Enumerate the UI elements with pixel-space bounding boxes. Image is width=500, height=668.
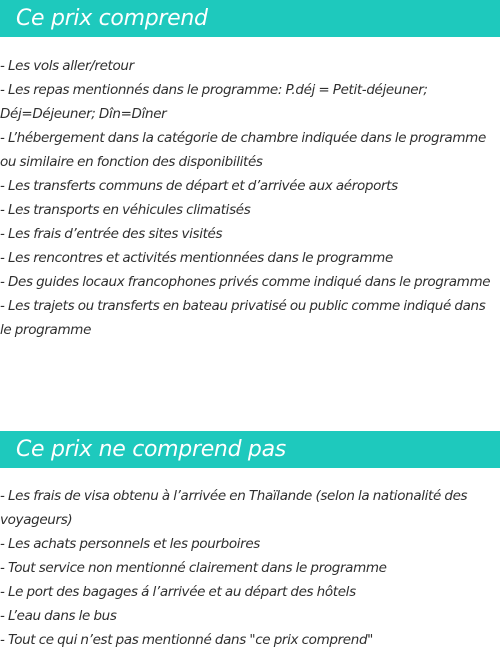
excludes-title: Ce prix ne comprend pas <box>16 437 286 462</box>
includes-item: - Les repas mentionnés dans le programme: P.déj = Petit-déjeuner; Déj=Déjeuner; Dîn=Dîner <box>0 82 428 122</box>
includes-item: - Les transports en véhicules climatisés <box>0 202 251 218</box>
includes-item: - L’hébergement dans la catégorie de chambre indiquée dans le programme ou similaire en fonction des disponibilités <box>0 130 486 170</box>
includes-title: Ce prix comprend <box>16 6 208 31</box>
excludes-item: - Les achats personnels et les pourboires <box>0 536 260 552</box>
excludes-item: - L’eau dans le bus <box>0 608 117 624</box>
excludes-item: - Tout service non mentionné clairement dans le programme <box>0 560 387 576</box>
excludes-item: - Les frais de visa obtenu à l’arrivée en Thaïlande (selon la nationalité des voyageurs) <box>0 488 468 528</box>
includes-item: - Les transferts communs de départ et d’arrivée aux aéroports <box>0 178 398 194</box>
includes-item: - Des guides locaux francophones privés comme indiqué dans le programme <box>0 274 491 290</box>
excludes-list <box>0 484 500 652</box>
includes-item: - Les frais d’entrée des sites visités <box>0 226 223 242</box>
includes-item: - Les trajets ou transferts en bateau privatisé ou public comme indiqué dans le programme <box>0 298 486 338</box>
includes-list <box>0 54 500 342</box>
excludes-header <box>0 431 500 468</box>
excludes-item: - Tout ce qui n’est pas mentionné dans "ce prix comprend" <box>0 632 374 648</box>
includes-header <box>0 0 500 37</box>
includes-item: - Les rencontres et activités mentionnées dans le programme <box>0 250 393 266</box>
includes-item: - Les vols aller/retour <box>0 58 134 74</box>
excludes-item: - Le port des bagages á l’arrivée et au départ des hôtels <box>0 584 356 600</box>
